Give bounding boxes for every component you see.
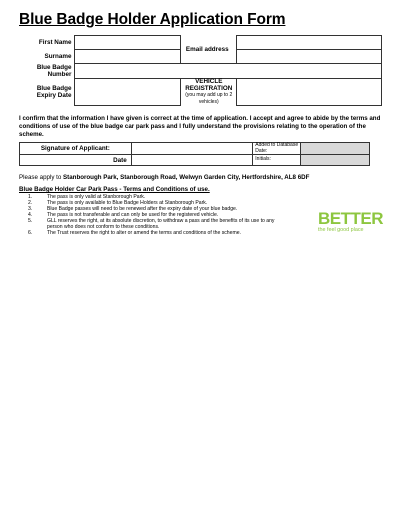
terms-item bbox=[28, 230, 278, 236]
terms-item-text: The Trust reserves the right to alter or amend the terms and conditions of the scheme. bbox=[47, 230, 241, 236]
first-name-label: First Name bbox=[38, 39, 72, 46]
terms-item-number: 2. bbox=[28, 200, 33, 206]
page-title: Blue Badge Holder Application Form bbox=[19, 11, 286, 28]
terms-item-number: 1. bbox=[28, 194, 33, 200]
email-field-line2[interactable] bbox=[237, 50, 382, 64]
initials-field bbox=[301, 155, 370, 166]
expiry-date-field[interactable] bbox=[75, 79, 181, 106]
terms-item bbox=[28, 218, 278, 230]
terms-item-text: The pass is only available to Blue Badge Holders at Stanborough Park. bbox=[47, 200, 208, 206]
database-date-field bbox=[301, 143, 370, 155]
terms-item-text: The pass is not transferable and can only be used for the registered vehicle. bbox=[47, 212, 219, 218]
email-field[interactable] bbox=[237, 36, 382, 50]
terms-item-number: 3. bbox=[28, 206, 33, 212]
vehicle-note: (you may add up to 2 vehicles) bbox=[185, 92, 233, 105]
terms-item-number: 5. bbox=[28, 218, 33, 224]
better-logo bbox=[318, 209, 383, 234]
vehicle-label-line1: VEHICLE bbox=[195, 78, 223, 85]
database-date-label: Added to Database Date: bbox=[253, 143, 301, 155]
expiry-date-label: Blue Badge Expiry Date bbox=[36, 84, 72, 99]
terms-heading: Blue Badge Holder Car Park Pass - Terms and Conditions of use. bbox=[19, 186, 210, 193]
apply-prefix: Please apply to bbox=[19, 174, 64, 181]
signature-field[interactable] bbox=[131, 143, 253, 155]
apply-instructions bbox=[19, 174, 309, 181]
email-label: Email address bbox=[185, 45, 229, 53]
surname-label: Surname bbox=[44, 53, 72, 60]
applicant-details-table bbox=[19, 35, 382, 106]
badge-number-label: Blue Badge Number bbox=[36, 64, 72, 78]
signature-table bbox=[19, 142, 370, 166]
vehicle-label-line2: REGISTRATION bbox=[185, 84, 233, 92]
initials-label: Initials: bbox=[253, 155, 301, 166]
vehicle-registration-label bbox=[181, 79, 237, 106]
badge-number-field[interactable] bbox=[75, 64, 382, 79]
terms-item-number: 6. bbox=[28, 230, 33, 236]
declaration-text: I confirm that the information I have given is correct at the time of application. I accept and agree to abide by the terms and conditions of use of the blue badge car park pass and I fully understand the provisions relating to the operation of the scheme. bbox=[19, 115, 381, 138]
terms-item-number: 4. bbox=[28, 212, 33, 218]
terms-list bbox=[28, 194, 278, 236]
signature-label: Signature of Applicant: bbox=[20, 143, 132, 155]
vehicle-registration-field[interactable] bbox=[237, 79, 382, 106]
logo-wordmark: BETTER bbox=[318, 209, 383, 228]
terms-item-text: Blue Badge passes will need to be renewed after the expiry date of your blue badge. bbox=[47, 206, 238, 212]
logo-tagline: the feel good place bbox=[318, 227, 364, 233]
date-field[interactable] bbox=[131, 155, 253, 166]
surname-field[interactable] bbox=[75, 50, 181, 64]
date-label: Date bbox=[20, 155, 132, 166]
terms-item-text: GLL reserves the right, at its absolute discretion, to withdraw a pass and the benefits of its use to any person who does not conform to these conditions. bbox=[47, 218, 275, 230]
terms-item-text: The pass is only valid at Stanborough Park. bbox=[47, 194, 146, 200]
apply-address: Stanborough Park, Stanborough Road, Welwyn Garden City, Hertfordshire, AL8 6DF bbox=[63, 174, 310, 181]
first-name-field[interactable] bbox=[75, 36, 181, 50]
